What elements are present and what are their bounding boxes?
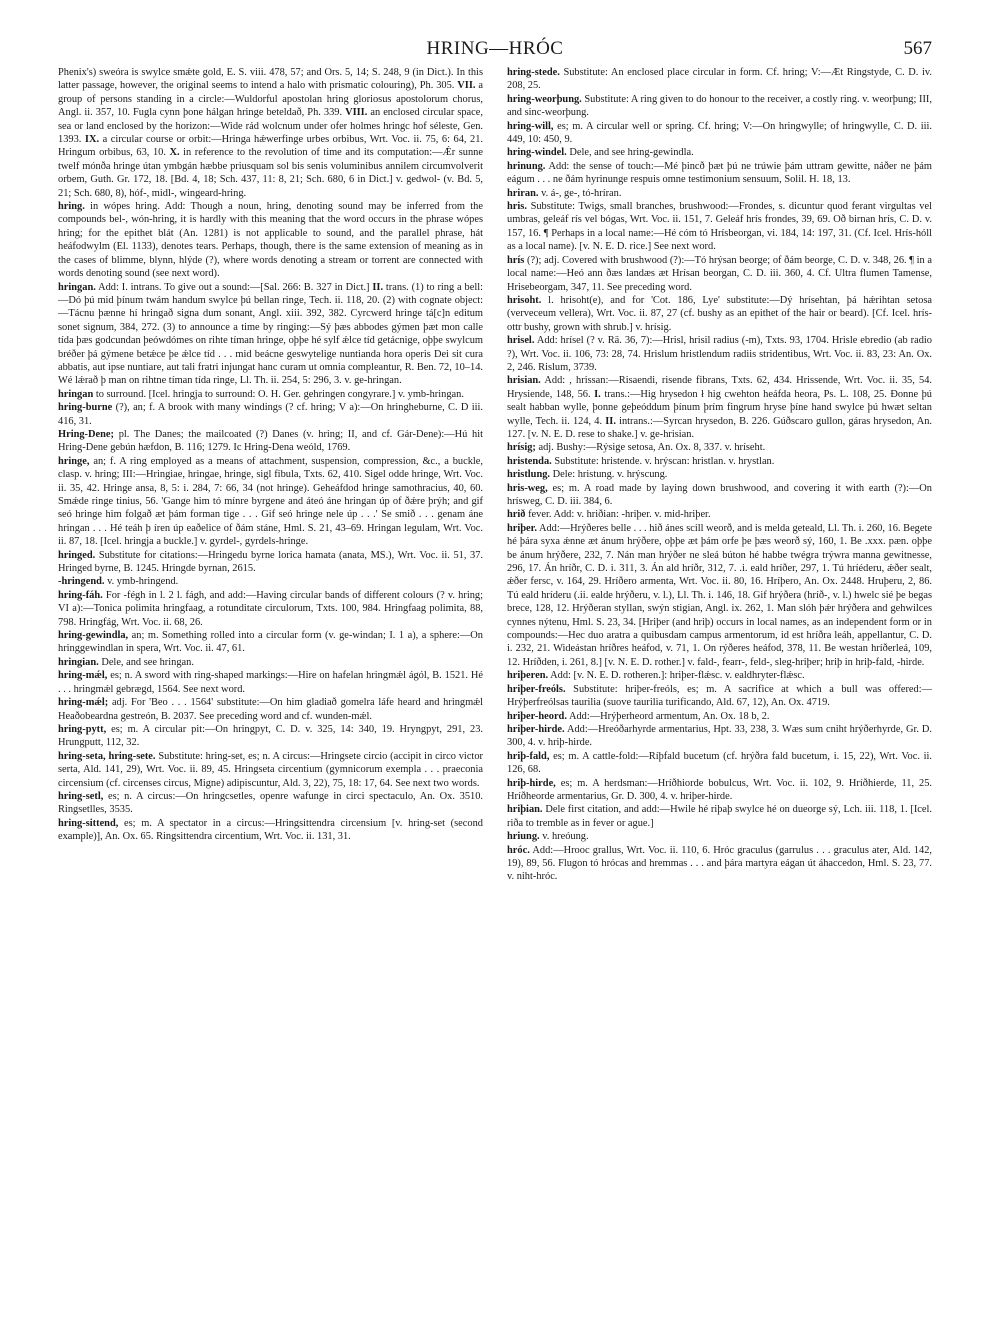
- headword: hring-mǽl;: [58, 697, 109, 709]
- headword: hring-fáh.: [58, 589, 103, 601]
- dictionary-entry: [58, 790, 483, 817]
- dictionary-entry: [507, 160, 932, 187]
- entry-text: Dele first citation, and add:—Hwile hé riþaþ swylce hé on dueorge sý, Lch. iii. 118, 1. [Icel. riða to tremble as in fever or ague.]: [507, 804, 932, 829]
- entry-text: Add:—Hrýðeres belle . . . hið ánes scill weorð, and is melda geteald, Ll. Th. i. 260, 16. Begete hé þára syxa ǽnne æt ánum hrýðere, oþþe æt þám orfe þe þæs weorð sý, 160, 1. Be .xxx. pæn. oþþe be ánum hrýðere, 232, 7. Nán man hrýðer ne sleá búton hé habbe twégra trýwra manna gewitnesse, 296, 17. Án hríðr, C. D. i. 311, 3. Án ald hríðr, 312, 7. .i. eald hríðer, 297, 1. Tú hríéderu, ǽðer sealt, ǽðer fersc, v. 164, 29. Hríðero armenta, Wrt. Voc. ii. 80, 16. Hríþero, An. Ox. 2448. Hruþeru, 2, 86. Tú eald hríderu (.ii. ealde hrýðeru, v. l.), Ll. Th. i. 146, 18. Gif hrýðera (hríð-, v. l.) hwelc sié þe begas brece, 128, 12. Hrýðeran styllan, swýn stigian, Angl. ix. 262, 1. Man slóh þǽr hrýðera and gehwilces cynnes nýtenu, Hml. S. 23, 34. [Hriþer (and hriþ) occurs in local names, as an independent form or in compounds:—Hec duo aratra a quibusdam campus armentorum, id est hríðra leáh, appellantur, C. D. i. 232, 21. Wideástan hríðres heáfod, v. 71, 1. On rýðeres heáfod, 378, 11. Be westan hríðerleá, 109, 12. Hríðden, i. 261, 8.] [v. N. E. D. rother.] v. fald-, fearr-, feld-, sleg-hriþer; hriþ in hriþ-fald, -hirde.: [507, 522, 932, 668]
- headword: -hringend.: [58, 576, 105, 588]
- entry-text: Substitute: A ring given to do honour to the receiver, a costly ring. v. weorþung; III, and sinc-weorþung.: [507, 93, 932, 119]
- dictionary-entry: [58, 66, 483, 200]
- entry-text: trans. (1) to ring a bell:—Dó þú mid þínum twám handum swylce þú bellan ringe, Tech. ii. 118, 20. (2) with cognate object:—Tácnu þænne hí hringað signa dum sonant, Angl. xiii. 392, 382. Cyrcwerd hringe tá[c]n editum sonet signum, 384, 272. (3) to announce a time by ringing:—Sý þæs abbodes gýmen þæt mon calle tída þæs godcundan þeówdómes on rihte tíman hringe, oþþe hé sylf ǽlce tíd getácnige, oþþe swylcum bréðer þá gýmene betǽce þe ǽlce tíd . . . mid beácne geswytelige nuntianda hora operis Dei sit cura abbatis, aut ipse nuntiare, aut tali fratri injungat hanc curam ut omnia compleantur, R. Ben. 72, 10–14. Wé lǽrað þ man on rihtne tíman tída ringe, Ll. Th. ii. 254, 5: 296, 3. v. ge-hringan.: [58, 281, 483, 387]
- entry-text: Substitute for citations:—Hringedu byrne lorica hamata (anata, MS.), Wrt. Voc. ii. 51, 37. Hringed byrne, B. 1245. Hringde byrnan, 2615.: [58, 549, 483, 575]
- headword: hris-weg,: [507, 482, 548, 494]
- entry-text: an; m. Something rolled into a circular form (v. ge-windan; I. 1 a), a sphere:—On hringgewindlan in spera, Wrt. Voc. ii. 47, 61.: [58, 630, 483, 655]
- entry-text: pl. The Danes; the mailcoated (?) Danes (v. hring; II, and cf. Gár-Dene):—Hú hit Hring-Dene gebún hæfdon, B. 116; 1279. Ic Hring-Dena weóld, 1769.: [58, 428, 483, 454]
- entry-text: Substitute: hristende. v. hrýscan: hristlan. v. hrystlan.: [551, 455, 775, 467]
- dictionary-entry: [507, 455, 932, 468]
- dictionary-entry: [58, 428, 483, 455]
- sense-number: X.: [169, 147, 180, 159]
- entry-text: v. hreóung.: [539, 831, 589, 843]
- dictionary-entry: [507, 803, 932, 830]
- headword: hring-burne: [58, 402, 113, 414]
- dictionary-entry: [507, 522, 932, 669]
- dictionary-entry: [507, 66, 932, 93]
- entry-text: Add: , hrissan:—Risaendi, risende fibrans, Txts. 62, 434. Hrissende, Wrt. Voc. ii. 35, 54. Hrysiende, 148, 56.: [507, 375, 932, 400]
- dictionary-entry: [507, 200, 932, 254]
- headword: hringian.: [58, 656, 99, 668]
- dictionary-entry: [58, 455, 483, 549]
- dictionary-entry: [507, 254, 932, 294]
- headword: hriran.: [507, 187, 539, 199]
- headword: hrís: [507, 254, 525, 266]
- dictionary-entry: [58, 281, 483, 388]
- dictionary-entry: [507, 683, 932, 710]
- dictionary-entry: [58, 669, 483, 696]
- dictionary-entry: [507, 750, 932, 777]
- entry-text: Dele: hristung. v. hrýscung.: [550, 469, 668, 481]
- entry-text: a group of persons standing in a circle:—Wuldorful apostolan hring gloriosus apostolorum chorus, Angl. ii. 357, 10. Fugla cynn þone hálgan hringe beteldað, Ph. 339.: [58, 80, 483, 119]
- headword: hrisel.: [507, 335, 535, 347]
- entry-text: a circular course or orbit:—Hringa hǽwerfinge urbes orbibus, Wrt. Voc. ii. 75, 6: 64, 21. Hringum orbibus, 63, 10.: [58, 134, 483, 159]
- headword: hriþian.: [507, 804, 543, 816]
- headword: hrið: [507, 509, 526, 521]
- headword: hrinung.: [507, 160, 546, 172]
- entry-text: in reference to the revolution of time and its computation:—Ǽr sunne twelf mónða hringe útan ymbgán hæbbe priusquam sol bis senis voluminibus annilem circumvolverit orbem, Guth. Gr. 172, 18. [Bd. 4, 18; Sch. 437, 11: 8, 21; Sch. 680, 6 in Dict.] v. gedwol- (v. Bd. 5, 21; Sch. 680, 8), hóf-, midl-, wingeard-hring.: [58, 147, 483, 199]
- page-number: 567: [903, 38, 932, 59]
- dictionary-entry: [58, 401, 483, 428]
- dictionary-entry: [507, 441, 932, 454]
- dictionary-entry: [58, 589, 483, 629]
- dictionary-entry: [58, 696, 483, 723]
- entry-text: Substitute: Twigs, small branches, brushwood:—Frondes, s. dicuntur quod ferant virgultas vel umbras, geleáf rís vel bógas, Wrt. Voc. ii. 151, 7. Geleáf hrís frondes, 39, 69. Oð birnan hrís, C. D. v. 157, 16. ¶ Perhaps in a local name:—Hé cóm tó Hrísbeorgan, vi. 184, 14: 197, 31. (Cf. Icel. Hrís-hóll as a local name). [v. N. E. D. rice.] See next word.: [507, 201, 932, 253]
- left-column: [58, 66, 483, 1304]
- headword: hris.: [507, 201, 527, 213]
- entry-text: v. á-, ge-, tó-hríran.: [538, 187, 622, 199]
- dictionary-entry: [507, 468, 932, 481]
- headword: hrísig;: [507, 442, 536, 454]
- headword: hriþ-hirde,: [507, 777, 556, 789]
- entry-text: Add:—Hrooc grallus, Wrt. Voc. ii. 110, 6. Hróc graculus (garrulus . . . graculus ater, Ald. 142, 19), 89, 56. Flugon tó hrócas and hremmas . . . and þára martyra eágan út áhaccedon, Hml. S. 23, 77. v. niht-hróc.: [507, 844, 932, 883]
- entry-text: Add:—Hrýþerheord armentum, An. Ox. 18 b, 2.: [566, 710, 770, 722]
- entry-text: adj. For 'Beo . . . 1564' substitute:—On him gladiað gomelra láfe heard and hringmǽl Heaðobeardna gestreón, B. 2037. See preceding word and cf. wunden-mǽl.: [58, 697, 483, 722]
- text-columns: [58, 66, 932, 1304]
- dictionary-entry: [58, 750, 483, 790]
- entry-text: Add:—Hreóðarhyrde armentarius, Hpt. 33, 238, 3. Wæs sum cniht hrýðerhyrde, Gr. D. 300, 4. v. hriþ-hirde.: [507, 723, 932, 749]
- headword: hriung.: [507, 831, 540, 843]
- entry-text: to surround. [Icel. hringja to surround: O. H. Ger. gehringen congyrare.] v. ymb-hringan.: [93, 388, 464, 400]
- headword: hristenda.: [507, 455, 552, 467]
- dictionary-entry: [507, 120, 932, 147]
- entry-text: es; m. A road made by laying down brushwood, and covering it with earth (?):—On hrísweg, C. D. iii. 384, 6.: [507, 482, 932, 507]
- sense-number: VII.: [457, 80, 476, 92]
- headword: hrisian.: [507, 375, 541, 387]
- dictionary-entry: [507, 374, 932, 441]
- dictionary-entry: [58, 629, 483, 656]
- entry-text: an; f. A ring employed as a means of attachment, suspension, compression, &c., a buckle, clasp. v. hring; III:—Hringiae, hringae, hringe, sigl fibula, Txts. 62, 410. Sigel odde hringe, Wrt. Voc. ii. 35, 42. Hringe ansa, 8, 5: i. 284, 7: 66, 34 (not hringe). Geheáfdod hringe samothracius, 40, 60. Smǽde ringe tinius, 56. 'Gange him tó mínre byrgene and áteó áne hringan úp of ðǽre þrýh; and gif seó hringe him folgað æt þám forman tige . . . Gif seó hringe nele úp . . .' Se smið . . . genam áne hringan . . . Hé teáh þ íren úp eaðelice of ðám stáne, Hml. S. 21, 43–69. Hringan legulam, Wrt. Voc. ii. 87, 18. [Icel. hringja a buckle.] v. gyrdel-, gyrdels-hringe.: [58, 455, 483, 548]
- headword: hriþer-heord.: [507, 710, 567, 722]
- entry-text: Add: [v. N. E. D. rotheren.]: hriþer-flǽsc. v. ealdhryter-flǽsc.: [548, 670, 805, 682]
- sense-number: I.: [594, 388, 601, 400]
- headword: hring-pytt,: [58, 723, 107, 735]
- entry-text: fever. Add: v. hriðian: -hriþer. v. mid-hriþer.: [525, 509, 711, 521]
- dictionary-entry: [58, 200, 483, 280]
- headword: hróc.: [507, 844, 530, 856]
- headword: hringed.: [58, 549, 96, 561]
- dictionary-entry: [58, 388, 483, 401]
- dictionary-entry: [507, 334, 932, 374]
- headword: hring-weorþung.: [507, 93, 582, 105]
- headword: hrisoht.: [507, 294, 542, 306]
- dictionary-entry: [58, 549, 483, 576]
- headword: hring-sittend,: [58, 817, 119, 829]
- entry-text: Substitute: hring-set, es; n. A circus:—Hringsete circio (accipit in circo victor serta, Ald. 141, 29), Wrt. Voc. ii. 89, 45. Hringseta circentium (gymnicorum exempla . . . praeconia circensium (cf. circenses circus, Migne) adipiscuntur, Ald. 3, 22), 75, 18: 17, 64. See next two words.: [58, 750, 483, 789]
- headword: Hring-Dene;: [58, 428, 114, 440]
- dictionary-entry: [507, 830, 932, 843]
- headword: hring-stede.: [507, 67, 560, 78]
- entry-text: Dele, and see hringan.: [98, 656, 194, 668]
- entry-text: v. ymb-hringend.: [104, 576, 179, 588]
- page-header: [58, 38, 932, 66]
- dictionary-page: [58, 38, 932, 1308]
- entry-text: an enclosed circular space, sea or land enclosed by the horizon:—Wide rád wolcnum under ofer holmes hringc hof séleste, Gen. 1393.: [58, 107, 483, 146]
- dictionary-entry: [507, 482, 932, 509]
- entry-text: Phenix's) sweóra is swylce smǽte gold, E. S. viii. 478, 57; and Ors. 5, 14; S. 248, 9 (in Dict.). In this latter passage, however, the original seems to intend a halo with prismatic colouring), Ph. 305.: [58, 67, 483, 92]
- entry-text: in wópes hring. Add: Though a noun, hring, denoting sound may be inferred from the compounds bel-, wón-hring, it is hardly with this meaning that the word occurs in the phrase wópes hring; for the epithet blát (An. 1281) is not applicable to sound, and the parallel phrase, hát heáfodwylm (El. 1133), denotes tears. Perhaps, though, there is the same extension of meaning as in the cases of blimme, blynn, hlýde (?), where words denoting a stream or torrent are connected with words denoting sound (see next word).: [58, 201, 483, 280]
- entry-text: trans.:—Hig hrysedon ł hig cwehton heáfda heora, Ps. L. 108, 25. Ðonne þú sealt habban wylle, þonne geþeóddum þínum þrím fingrum hryse þíne hand swylce þú hwæt seltan wylle, Tech. ii. 124, 4.: [507, 388, 932, 427]
- dictionary-entry: [507, 723, 932, 750]
- headword: hringan: [58, 388, 94, 400]
- entry-text: For -fégh in l. 2 l. fágh, and add:—Having circular bands of different colours (? v. hring; VI a):—Tonica polimita hringfaag, a rotunditate circulorum, Txts. 100, 984. Hringfaag polimita, 88, 798. Hringfág, Wrt. Voc. ii. 68, 26.: [58, 589, 483, 628]
- sense-number: II.: [372, 281, 384, 293]
- dictionary-entry: [58, 575, 483, 588]
- entry-text: Substitute: hriþer-freóls, es; m. A sacrifice at which a bull was offered:—Hrýþerfreólsas taurilia (suove taurilia turificando, Ald. 67, 12), An. Ox. 4719.: [507, 683, 932, 709]
- dictionary-entry: [507, 508, 932, 521]
- entry-text: es; m. A circular well or spring. Cf. hring; V:—On hringwylle; of hringwylle, C. D. iii. 449, 10: 450, 9.: [507, 120, 932, 146]
- sense-number: VIII.: [345, 107, 368, 119]
- entry-text: es; m. A cattle-fold:—Ríþfald bucetum (cf. hrýðra fald bucetum, i. 15, 22), Wrt. Voc. ii. 126, 68.: [507, 750, 932, 776]
- entry-text: intrans.:—Syrcan hrysedon, B. 226. Gúðscaro gullon, gáras hrysedon, An. 127. [v. N. E. D. rese to shake.] v. ge-hrisian.: [507, 415, 932, 440]
- right-column: [507, 66, 932, 1304]
- entry-text: (?); adj. Covered with brushwood (?):—Tó hrýsan beorge; of ðám beorge, C. D. v. 348, 26. ¶ in a local name:—Heó ann ðæs landæs æt Hrísan beorgan, C. D. iii. 360, 4. Cf. Ultra flumen Tamense, Hrisebeorgam, 347, 11. See preceding word.: [507, 254, 932, 293]
- dictionary-entry: [58, 723, 483, 750]
- headword: hriþer-freóls.: [507, 683, 566, 695]
- headword: hringan.: [58, 281, 96, 293]
- entry-text: Add: the sense of touch:—Mé þincð þæt þú ne trúwie þám uttram gewitte, náðer ne þám eágum . . . ne ðám hyrinunge respuis omne testimonium sensuum, Solil. H. 18, 13.: [507, 160, 932, 186]
- entry-text: (?), an; f. A brook with many windings (? cf. hring; V a):—On hringheburne, C. D iii. 416, 31.: [58, 402, 483, 427]
- entry-text: Add: hrísel (? v. Rä. 36, 7):—Hrisl, hrisil radius (-m), Txts. 93, 1704. Hrisle ebredio (ab radio ?), Wrt. Voc. ii. 106, 73: 28, 74. Hrislum hristlendum radiis stridentibus, Wrt. Voc. ii. 83, 23: An. Ox. 2, 246. Rislum, 3739.: [507, 335, 932, 373]
- entry-text: l. hrisoht(e), and for 'Cot. 186, Lye' substitute:—Dý hrísehtan, þá hǽrihtan setosa (verveceum vellera), Wrt. Voc. ii. 87, 27 (cf. bushy as an epithet of the hair or beard). [Cf. Icel. hrís-ottr bushy, grown with shrub.] v. hrísig.: [507, 294, 932, 333]
- running-head: HRING—HRÓC: [426, 38, 564, 59]
- headword: hringe,: [58, 455, 90, 467]
- dictionary-entry: [507, 777, 932, 804]
- headword: hring-setl,: [58, 790, 104, 802]
- headword: hring-windel.: [507, 147, 567, 159]
- dictionary-entry: [507, 710, 932, 723]
- dictionary-entry: [58, 817, 483, 844]
- entry-text: adj. Bushy:—Rýsige setosa, An. Ox. 8, 337. v. hríseht.: [535, 442, 766, 454]
- headword: hriþeren.: [507, 670, 549, 682]
- headword: hriþer.: [507, 522, 537, 534]
- headword: hring-gewindla,: [58, 630, 129, 642]
- entry-text: es; m. A spectator in a circus:—Hringsittendra circensium [v. hring-set (second example)], An. Ox. 65. Ringsittendra circentium, Wrt. Voc. ii. 131, 31.: [58, 817, 483, 843]
- headword: hristlung.: [507, 469, 551, 481]
- headword: hriþ-fald,: [507, 750, 550, 762]
- headword: hring-will,: [507, 120, 554, 132]
- entry-text: Substitute: An enclosed place circular in form. Cf. hring; V:—Æt Ringstyde, C. D. iv. 208, 25.: [507, 67, 932, 92]
- dictionary-entry: [507, 844, 932, 884]
- entry-text: Dele, and see hring-gewindla.: [566, 147, 694, 159]
- sense-number: II.: [605, 415, 616, 427]
- entry-text: es; n. A sword with ring-shaped markings:—Hire on hafelan hringmǽl ágól, B. 1521. Hé . . . hringmǽl gebrægd, 1564. See next word.: [58, 670, 483, 695]
- headword: hriþer-hirde.: [507, 723, 565, 735]
- dictionary-entry: [507, 187, 932, 200]
- dictionary-entry: [507, 294, 932, 334]
- headword: hring-mǽl,: [58, 670, 108, 682]
- headword: hring-seta, hring-sete.: [58, 750, 156, 762]
- entry-text: es; m. A herdsman:—Hríðhiorde bobulcus, Wrt. Voc. ii. 102, 9. Hríðhierde, 11, 25. Hríðheorde armentarius, Gr. D. 300, 4. v. hriþer-hirde.: [507, 777, 932, 802]
- dictionary-entry: [507, 146, 932, 159]
- headword: hring.: [58, 201, 85, 213]
- dictionary-entry: [58, 656, 483, 669]
- entry-text: Add: I. intrans. To give out a sound:—[Sal. 266: B. 327 in Dict.]: [95, 281, 373, 293]
- entry-text: es; n. A circus:—On hringcsetles, openre wafunge in circi spectaculo, An. Ox. 3510. Ringsetlles, 3535.: [58, 790, 483, 816]
- entry-text: es; m. A circular pit:—On hringpyt, C. D. v. 325, 14: 340, 19. Hryngpyt, 291, 23. Hrungputt, 112, 32.: [58, 723, 483, 749]
- dictionary-entry: [507, 669, 932, 682]
- sense-number: IX.: [84, 134, 100, 146]
- dictionary-entry: [507, 93, 932, 120]
